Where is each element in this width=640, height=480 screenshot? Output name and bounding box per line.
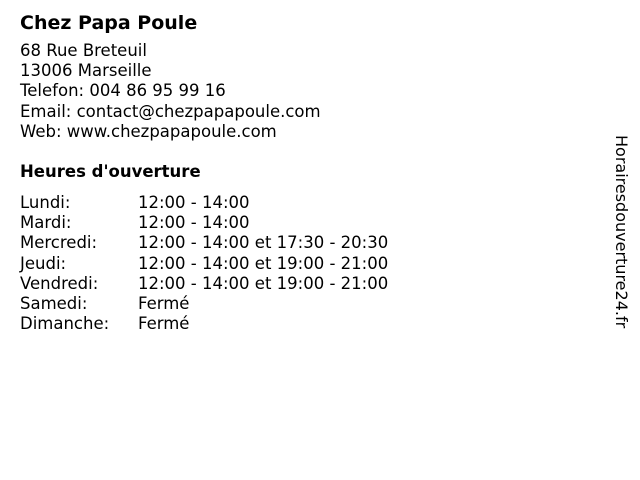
hours-heading: Heures d'ouverture xyxy=(20,162,201,182)
address-city: 13006 Marseille xyxy=(20,61,152,81)
day-label: Vendredi: xyxy=(20,273,99,293)
day-label: Samedi: xyxy=(20,294,88,314)
time-value: 12:00 - 14:00 xyxy=(138,193,250,213)
site-watermark: Horairesdouverture24.fr xyxy=(612,135,631,329)
time-value: 12:00 - 14:00 et 17:30 - 20:30 xyxy=(138,233,389,253)
hours-row-mercredi xyxy=(20,233,600,253)
time-value: Fermé xyxy=(138,294,190,314)
address-street: 68 Rue Breteuil xyxy=(20,41,147,60)
time-value: 12:00 - 14:00 xyxy=(138,213,250,233)
time-value: 12:00 - 14:00 et 19:00 - 21:00 xyxy=(138,253,389,273)
hours-row-vendredi xyxy=(20,274,600,294)
hours-row-lundi xyxy=(20,193,600,213)
contact-block xyxy=(20,41,600,142)
day-label: Mardi: xyxy=(20,213,72,233)
day-label: Dimanche: xyxy=(20,314,110,334)
time-value: 12:00 - 14:00 et 19:00 - 21:00 xyxy=(138,273,389,293)
email-line: Email: contact@chezpapapoule.com xyxy=(20,101,321,121)
business-card xyxy=(20,9,600,334)
time-value: Fermé xyxy=(138,314,190,334)
hours-row-dimanche xyxy=(20,314,600,334)
day-label: Jeudi: xyxy=(20,253,67,273)
day-label: Mercredi: xyxy=(20,233,98,253)
hours-row-mardi xyxy=(20,213,600,233)
phone-line: Telefon: 004 86 95 99 16 xyxy=(20,81,226,101)
hours-table xyxy=(20,193,600,334)
day-label: Lundi: xyxy=(20,193,71,213)
business-name: Chez Papa Poule xyxy=(20,12,198,34)
web-line: Web: www.chezpapapoule.com xyxy=(20,121,277,141)
hours-row-jeudi xyxy=(20,254,600,274)
hours-row-samedi xyxy=(20,294,600,314)
